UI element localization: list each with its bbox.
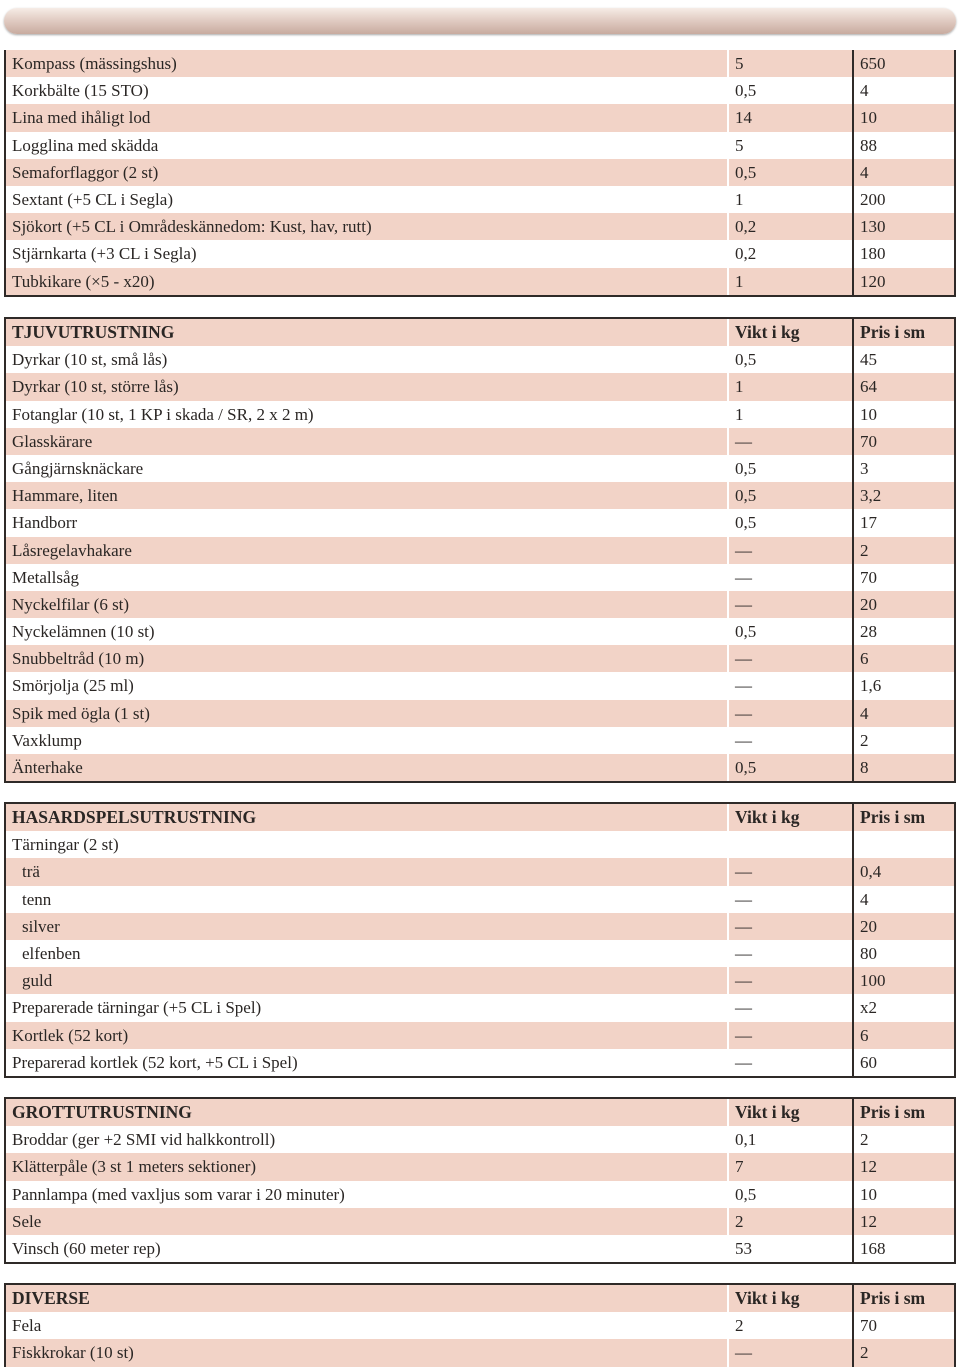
- weight-cell: —: [729, 591, 854, 618]
- table-row: [6, 268, 954, 295]
- price-header: Pris i sm: [860, 322, 926, 342]
- table-row: [6, 831, 954, 858]
- price-cell: 2: [860, 540, 869, 560]
- item-name-cell: Vaxklump: [6, 727, 729, 754]
- price-cell: 1,6: [860, 676, 882, 696]
- item-name-cell: guld: [6, 967, 729, 994]
- weight-cell: 2: [729, 1312, 854, 1339]
- item-name-cell: Sjökort (+5 CL i Områdeskännedom: Kust, hav, rutt): [6, 213, 729, 240]
- table-row: [6, 1208, 954, 1235]
- price-cell: 120: [860, 271, 886, 291]
- table-row: [6, 940, 954, 967]
- item-name-cell: Broddar (ger +2 SMI vid halkkontroll): [6, 1126, 729, 1153]
- item-name-cell: Dyrkar (10 st, små lås): [6, 346, 729, 373]
- table-row: [6, 77, 954, 104]
- item-name-cell: Korkbälte (15 STO): [6, 77, 729, 104]
- price-cell: 4: [860, 703, 869, 723]
- weight-cell: —: [729, 428, 854, 455]
- table-row: [6, 104, 954, 131]
- table-row: [6, 1181, 954, 1208]
- item-name-cell: Gångjärnsknäckare: [6, 455, 729, 482]
- weight-header: Vikt i kg: [729, 319, 854, 346]
- price-cell: 10: [860, 108, 877, 128]
- price-cell: 200: [860, 189, 886, 209]
- item-name-cell: tenn: [6, 886, 729, 913]
- price-cell: 4: [860, 81, 869, 101]
- item-name-header: DIVERSE: [6, 1285, 729, 1312]
- item-name-cell: Fotanglar (10 st, 1 KP i skada / SR, 2 x 2 m): [6, 401, 729, 428]
- price-cell: 650: [860, 54, 886, 73]
- weight-cell: —: [729, 645, 854, 672]
- weight-cell: —: [729, 858, 854, 885]
- item-name-cell: elfenben: [6, 940, 729, 967]
- item-name-cell: Kompass (mässingshus): [6, 50, 729, 77]
- table-row: [6, 564, 954, 591]
- weight-cell: 0,5: [729, 509, 854, 536]
- item-name-cell: Vinsch (60 meter rep): [6, 1235, 729, 1262]
- weight-cell: 0,2: [729, 240, 854, 267]
- weight-cell: 1: [729, 373, 854, 400]
- item-name-cell: Nyckelfilar (6 st): [6, 591, 729, 618]
- item-name-cell: Tärningar (2 st): [6, 831, 729, 858]
- table-row: [6, 1022, 954, 1049]
- price-cell: 12: [860, 1211, 877, 1231]
- price-cell: 4: [860, 889, 869, 909]
- item-name-cell: Spik med ögla (1 st): [6, 700, 729, 727]
- item-name-cell: Fela: [6, 1312, 729, 1339]
- table-header-row: [6, 319, 954, 346]
- item-name-cell: Metallsåg: [6, 564, 729, 591]
- table-row: [6, 401, 954, 428]
- table-row: [6, 50, 954, 77]
- price-cell: 70: [860, 431, 877, 451]
- item-name-cell: Smörjolja (25 ml): [6, 672, 729, 699]
- item-name-header: GROTTUTRUSTNING: [6, 1099, 729, 1126]
- table-header-row: [6, 1285, 954, 1312]
- item-name-cell: Sextant (+5 CL i Segla): [6, 186, 729, 213]
- table-row: [6, 754, 954, 781]
- weight-cell: —: [729, 537, 854, 564]
- table-row: [6, 455, 954, 482]
- table-row: [6, 186, 954, 213]
- table-row: [6, 509, 954, 536]
- table-tjuvutrustning: [4, 317, 956, 783]
- table-row: [6, 1126, 954, 1153]
- price-cell: x2: [860, 998, 877, 1018]
- item-name-cell: silver: [6, 913, 729, 940]
- table-row: [6, 1339, 954, 1366]
- weight-cell: —: [729, 1049, 854, 1076]
- item-name-cell: Preparerad kortlek (52 kort, +5 CL i Spel): [6, 1049, 729, 1076]
- table-row: [6, 858, 954, 885]
- price-cell: 8: [860, 758, 869, 777]
- table-row: [6, 618, 954, 645]
- weight-cell: [729, 831, 854, 858]
- weight-cell: —: [729, 564, 854, 591]
- item-name-cell: Änterhake: [6, 754, 729, 781]
- table-hasardspelsutrustning: [4, 802, 956, 1078]
- weight-cell: 14: [729, 104, 854, 131]
- price-cell: 45: [860, 350, 877, 370]
- weight-cell: 0,5: [729, 482, 854, 509]
- price-cell: 17: [860, 513, 877, 533]
- weight-cell: —: [729, 994, 854, 1021]
- item-name-cell: Tubkikare (×5 - x20): [6, 268, 729, 295]
- weight-cell: 53: [729, 1235, 854, 1262]
- price-cell: 100: [860, 971, 886, 991]
- weight-cell: —: [729, 886, 854, 913]
- table-header-row: [6, 1099, 954, 1126]
- item-name-cell: Sele: [6, 1208, 729, 1235]
- price-cell: 2: [860, 730, 869, 750]
- price-cell: 2: [860, 1343, 869, 1363]
- table-row: [6, 213, 954, 240]
- price-cell: 168: [860, 1238, 886, 1258]
- weight-cell: 5: [729, 50, 854, 77]
- price-header: Pris i sm: [860, 1288, 926, 1308]
- price-cell: 4: [860, 162, 869, 182]
- price-cell: 70: [860, 567, 877, 587]
- price-cell: 80: [860, 943, 877, 963]
- price-cell: [854, 831, 954, 858]
- table-row: [6, 373, 954, 400]
- item-name-header: TJUVUTRUSTNING: [6, 319, 729, 346]
- table-row: [6, 1235, 954, 1262]
- price-cell: 28: [860, 622, 877, 642]
- table-row: [6, 591, 954, 618]
- weight-header: Vikt i kg: [729, 1099, 854, 1126]
- table-row: [6, 672, 954, 699]
- price-cell: 88: [860, 135, 877, 155]
- item-name-cell: trä: [6, 858, 729, 885]
- weight-header: Vikt i kg: [729, 1285, 854, 1312]
- weight-cell: 1: [729, 268, 854, 295]
- weight-cell: 0,5: [729, 1181, 854, 1208]
- price-cell: 0,4: [860, 862, 882, 882]
- price-cell: 6: [860, 649, 869, 669]
- weight-cell: 2: [729, 1208, 854, 1235]
- table-row: [6, 428, 954, 455]
- item-name-cell: Glasskärare: [6, 428, 729, 455]
- price-cell: 10: [860, 404, 877, 424]
- weight-cell: 0,2: [729, 213, 854, 240]
- item-name-cell: Snubbeltråd (10 m): [6, 645, 729, 672]
- item-name-cell: Fiskkrokar (10 st): [6, 1339, 729, 1366]
- item-name-cell: Låsregelavhakare: [6, 537, 729, 564]
- price-cell: 6: [860, 1025, 869, 1045]
- table-row: [6, 1312, 954, 1339]
- table-row: [6, 645, 954, 672]
- table-row: [6, 913, 954, 940]
- weight-cell: 1: [729, 186, 854, 213]
- weight-cell: —: [729, 727, 854, 754]
- weight-cell: 7: [729, 1153, 854, 1180]
- price-cell: 3,2: [860, 486, 882, 506]
- weight-cell: 5: [729, 132, 854, 159]
- weight-cell: —: [729, 913, 854, 940]
- table-row: [6, 482, 954, 509]
- price-cell: 20: [860, 594, 877, 614]
- price-cell: 12: [860, 1157, 877, 1177]
- table-row: [6, 1049, 954, 1076]
- item-name-cell: Nyckelämnen (10 st): [6, 618, 729, 645]
- price-header: Pris i sm: [860, 1102, 926, 1122]
- price-cell: 64: [860, 377, 877, 397]
- weight-cell: 0,5: [729, 754, 854, 781]
- table-row: [6, 240, 954, 267]
- table-header-row: [6, 804, 954, 831]
- weight-cell: 0,5: [729, 618, 854, 645]
- item-name-cell: Pannlampa (med vaxljus som varar i 20 minuter): [6, 1181, 729, 1208]
- weight-cell: 0,5: [729, 455, 854, 482]
- weight-cell: —: [729, 1339, 854, 1366]
- table-row: [6, 159, 954, 186]
- price-cell: 10: [860, 1184, 877, 1204]
- item-name-cell: Semaforflaggor (2 st): [6, 159, 729, 186]
- weight-cell: —: [729, 700, 854, 727]
- price-cell: 180: [860, 244, 886, 264]
- item-name-cell: Stjärnkarta (+3 CL i Segla): [6, 240, 729, 267]
- table-row: [6, 727, 954, 754]
- table-row: [6, 346, 954, 373]
- weight-cell: —: [729, 672, 854, 699]
- item-name-cell: Klätterpåle (3 st 1 meters sektioner): [6, 1153, 729, 1180]
- table-row: [6, 537, 954, 564]
- weight-cell: —: [729, 940, 854, 967]
- price-cell: 70: [860, 1316, 877, 1336]
- table-row: [6, 700, 954, 727]
- table-row: [6, 886, 954, 913]
- price-cell: 20: [860, 916, 877, 936]
- table-grottutrustning: [4, 1097, 956, 1264]
- table-navigation: [4, 50, 956, 297]
- weight-cell: —: [729, 1022, 854, 1049]
- item-name-cell: Handborr: [6, 509, 729, 536]
- table-row: [6, 1153, 954, 1180]
- item-name-cell: Lina med ihåligt lod: [6, 104, 729, 131]
- item-name-cell: Dyrkar (10 st, större lås): [6, 373, 729, 400]
- price-cell: 2: [860, 1130, 869, 1150]
- price-cell: 3: [860, 458, 869, 478]
- weight-cell: 0,5: [729, 346, 854, 373]
- price-header: Pris i sm: [860, 807, 926, 827]
- item-name-cell: Preparerade tärningar (+5 CL i Spel): [6, 994, 729, 1021]
- price-cell: 130: [860, 217, 886, 237]
- weight-cell: 0,5: [729, 159, 854, 186]
- table-row: [6, 994, 954, 1021]
- item-name-header: HASARDSPELSUTRUSTNING: [6, 804, 729, 831]
- price-cell: 60: [860, 1052, 877, 1072]
- weight-cell: 1: [729, 401, 854, 428]
- table-diverse: [4, 1283, 956, 1367]
- table-row: [6, 132, 954, 159]
- table-row: [6, 967, 954, 994]
- item-name-cell: Logglina med skädda: [6, 132, 729, 159]
- item-name-cell: Hammare, liten: [6, 482, 729, 509]
- weight-cell: 0,1: [729, 1126, 854, 1153]
- item-name-cell: Kortlek (52 kort): [6, 1022, 729, 1049]
- weight-header: Vikt i kg: [729, 804, 854, 831]
- weight-cell: 0,5: [729, 77, 854, 104]
- weight-cell: —: [729, 967, 854, 994]
